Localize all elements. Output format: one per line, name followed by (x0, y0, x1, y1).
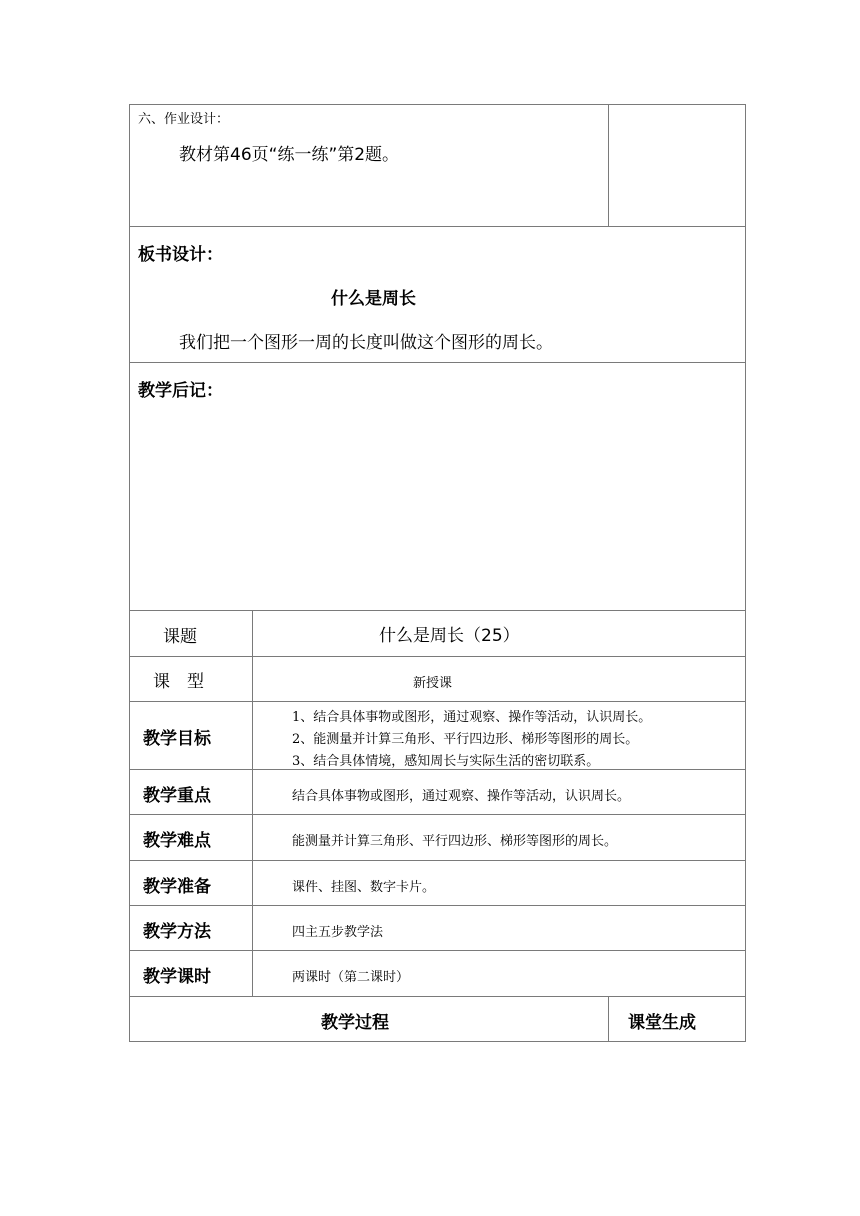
value-difficulties: 能测量并计算三角形、平行四边形、梯形等图形的周长。 (292, 834, 618, 849)
row-divider (129, 701, 746, 702)
label-key-points: 教学重点 (143, 786, 211, 806)
row-divider (129, 996, 746, 997)
label-objectives: 教学目标 (143, 729, 211, 749)
lesson-table-label-divider (252, 610, 253, 997)
footer-process: 教学过程 (321, 1013, 389, 1033)
row-divider (129, 769, 746, 770)
objective-3: 3、结合具体情境，感知周长与实际生活的密切联系。 (292, 754, 600, 769)
homework-heading: 六、作业设计： (138, 112, 230, 127)
label-preparation: 教学准备 (143, 877, 211, 897)
label-method: 教学方法 (143, 922, 211, 942)
label-topic: 课题 (163, 627, 197, 647)
board-definition: 我们把一个图形一周的长度叫做这个图形的周长。 (179, 333, 553, 353)
value-type: 新授课 (413, 676, 453, 691)
value-periods: 两课时（第二课时） (292, 970, 410, 985)
label-difficulties: 教学难点 (143, 831, 211, 851)
footer-divider (608, 996, 609, 1042)
value-key-points: 结合具体事物或图形，通过观察、操作等活动，认识周长。 (292, 789, 631, 804)
homework-content: 教材第46页“练一练”第2题。 (179, 145, 400, 165)
value-method: 四主五步教学法 (292, 925, 384, 940)
row-divider (129, 950, 746, 951)
row-divider (129, 905, 746, 906)
objective-1: 1、结合具体事物或图形，通过观察、操作等活动，认识周长。 (292, 710, 652, 725)
value-topic: 什么是周长（25） (379, 626, 520, 646)
value-preparation: 课件、挂图、数字卡片。 (292, 880, 436, 895)
reflection-heading: 教学后记： (138, 381, 223, 401)
board-heading: 板书设计： (138, 245, 223, 265)
row-divider (129, 656, 746, 657)
row-divider (129, 860, 746, 861)
objective-2: 2、能测量并计算三角形、平行四边形、梯形等图形的周长。 (292, 732, 639, 747)
label-type: 课 型 (153, 672, 204, 692)
label-periods: 教学课时 (143, 967, 211, 987)
row-divider (129, 814, 746, 815)
board-title: 什么是周长 (331, 289, 416, 309)
homework-divider (608, 104, 609, 227)
footer-generation: 课堂生成 (628, 1013, 696, 1033)
